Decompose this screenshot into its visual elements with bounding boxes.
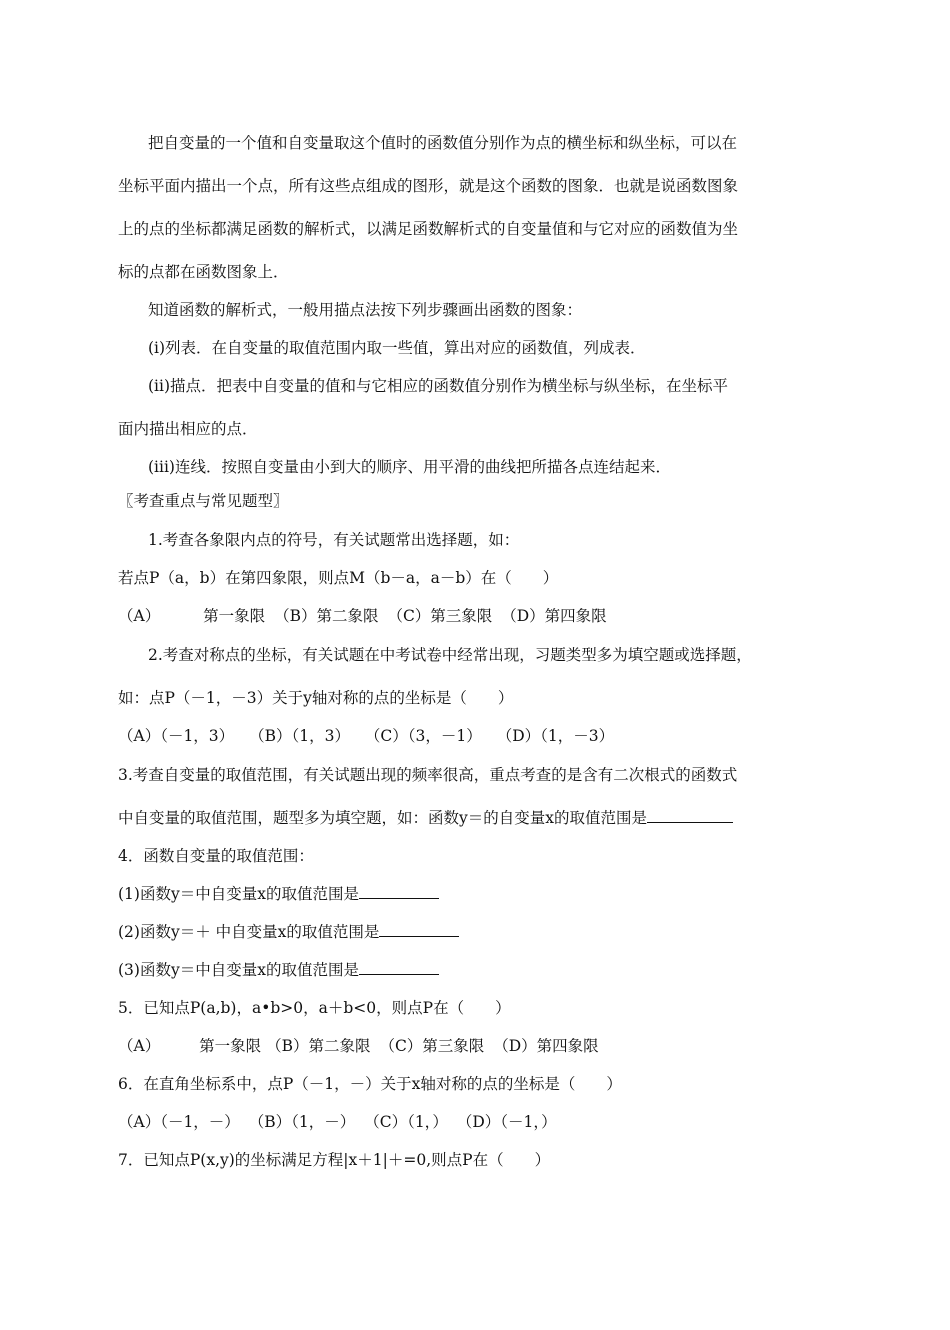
q2-option-a: （A）（－1，3） (118, 727, 235, 745)
q2-intro: 2.考查对称点的坐标，有关试题在中考试卷中经常出现，习题类型多为填空题或选择题， (148, 646, 752, 664)
q5-option-d: （D）第四象限 (493, 1037, 599, 1055)
q4-part1-text: (1)函数y＝中自变量x的取值范围是 (118, 885, 359, 903)
q5-stem: 5．已知点P(a,b)，a•b>0，a＋b<0，则点P在（ ） (118, 999, 511, 1017)
q6-option-a: （A）（－1，－） (118, 1113, 240, 1131)
q4-part1 (118, 884, 439, 904)
step3: (iii)连线．按照自变量由小到大的顺序、用平滑的曲线把所描各点连结起来． (148, 458, 671, 476)
q4-part3-text: (3)函数y＝中自变量x的取值范围是 (118, 961, 359, 979)
q4-title: 4．函数自变量的取值范围： (118, 847, 314, 865)
q2-option-d: （D）（1，－3） (496, 727, 615, 745)
q7-stem: 7．已知点P(x,y)的坐标满足方程|x＋1|＋=0,则点P在（ ） (118, 1151, 551, 1169)
para1-line1: 把自变量的一个值和自变量取这个值时的函数值分别作为点的横坐标和纵坐标，可以在 (148, 134, 738, 152)
para2: 知道函数的解析式，一般用描点法按下列步骤画出函数的图象： (148, 301, 583, 319)
q5-option-c: （C）第三象限 (379, 1037, 485, 1055)
q1-intro: 1.考查各象限内点的符号，有关试题常出选择题，如： (148, 531, 520, 549)
q1-option-a-label: （A） (118, 607, 161, 625)
step2-line1: (ii)描点．把表中自变量的值和与它相应的函数值分别作为横坐标与纵坐标，在坐标平 (148, 377, 729, 395)
q1-option-a-text: 第一象限 (203, 607, 266, 625)
q5-option-b: （B）第二象限 (266, 1037, 371, 1055)
para1-line3: 上的点的坐标都满足函数的解析式，以满足函数解析式的自变量值和与它对应的函数值为坐 (118, 220, 739, 238)
q4-part2-blank (379, 922, 459, 937)
q6-option-b: （B）（1，－） (248, 1113, 356, 1131)
q3-answer-blank (647, 808, 733, 823)
step1: (i)列表．在自变量的取值范围内取一些值，算出对应的函数值，列成表． (148, 339, 646, 357)
q1-stem: 若点P（a，b）在第四象限，则点M（b－a，a－b）在（ ） (118, 569, 559, 587)
q1-option-b: （B）第二象限 (274, 607, 379, 625)
q4-part1-blank (359, 884, 439, 899)
q2-options (118, 726, 614, 746)
q2-stem: 如：点P（－1，－3）关于y轴对称的点的坐标是（ ） (118, 689, 514, 707)
q1-option-d: （D）第四象限 (501, 607, 607, 625)
q6-options (118, 1112, 557, 1132)
q4-part2 (118, 922, 459, 942)
section-title: 〖考查重点与常见题型〗 (118, 492, 289, 510)
q2-option-b: （B）（1，3） (249, 727, 350, 745)
q6-stem: 6．在直角坐标系中，点P（－1，－）关于x轴对称的点的坐标是（ ） (118, 1075, 622, 1093)
q4-part2-text: (2)函数y＝＋ 中自变量x的取值范围是 (118, 923, 380, 941)
q6-option-d: （D）（－1，） (456, 1113, 557, 1131)
q2-option-c: （C）（3，－1） (364, 727, 482, 745)
q1-options (118, 606, 607, 626)
q6-option-c: （C）（1，） (364, 1113, 448, 1131)
q5-option-a-label: （A） (118, 1037, 161, 1055)
q5-option-a-text: 第一象限 (199, 1037, 262, 1055)
q1-option-c: （C）第三象限 (387, 607, 493, 625)
q4-part3 (118, 960, 439, 980)
step2-line2: 面内描出相应的点． (118, 420, 258, 438)
para1-line2: 坐标平面内描出一个点，所有这些点组成的图形，就是这个函数的图象．也就是说函数图象 (118, 177, 739, 195)
q3-line2 (118, 808, 733, 828)
para1-line4: 标的点都在函数图象上． (118, 263, 289, 281)
q3-line2-text: 中自变量的取值范围，题型多为填空题，如：函数y＝的自变量x的取值范围是 (118, 809, 648, 827)
q5-options (118, 1036, 599, 1056)
q3-line1: 3.考查自变量的取值范围，有关试题出现的频率很高，重点考查的是含有二次根式的函数式 (118, 766, 738, 784)
q4-part3-blank (359, 960, 439, 975)
